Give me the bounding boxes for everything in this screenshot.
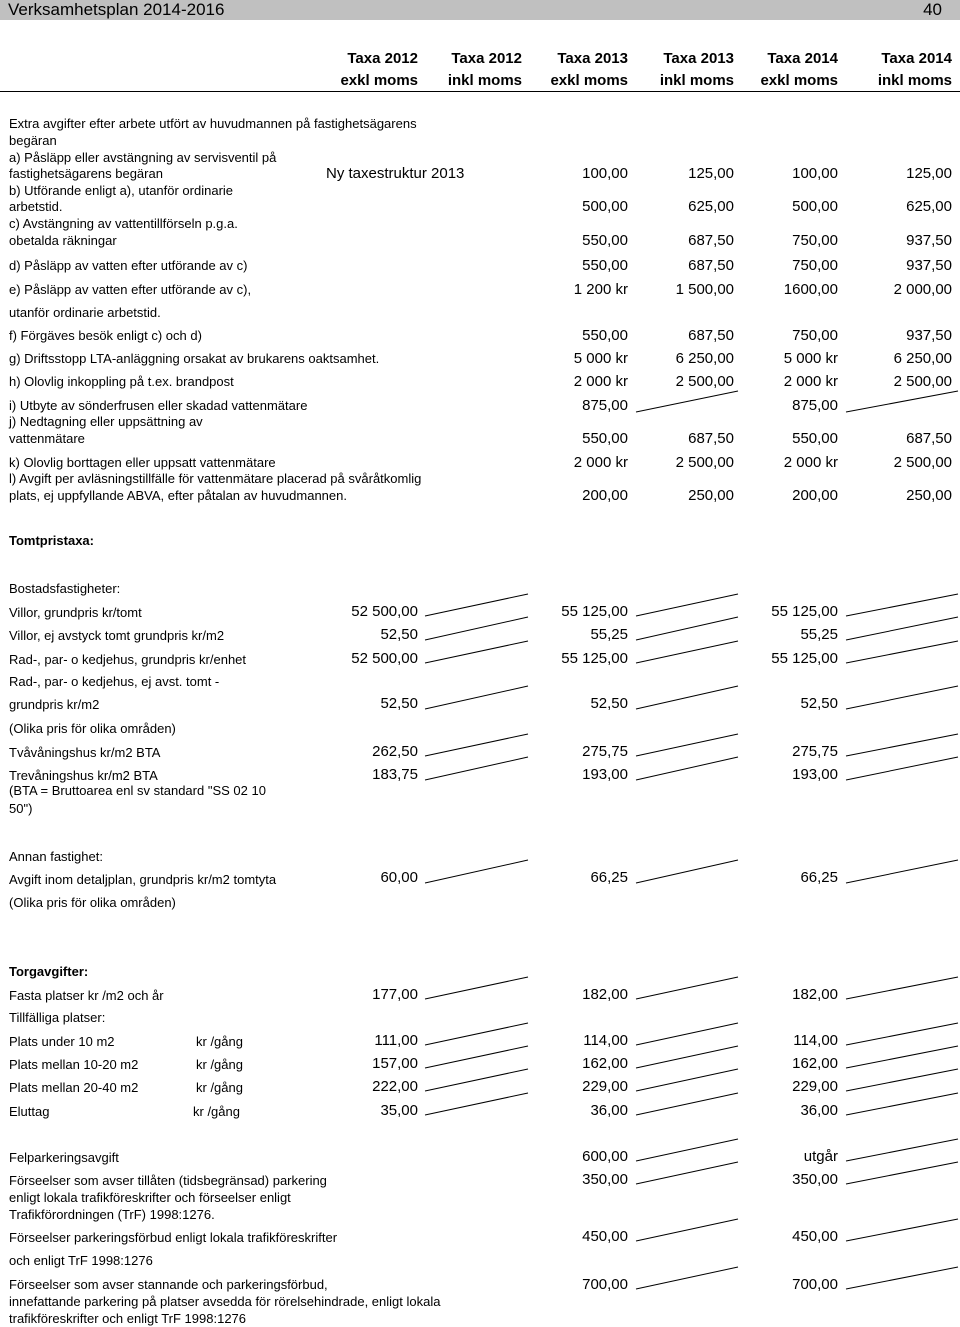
row-unit: kr /gång: [196, 1034, 243, 1049]
cell-value: 55 125,00: [561, 650, 628, 667]
cell-value: 55,25: [800, 626, 838, 643]
row-unit: kr /gång: [193, 1104, 240, 1119]
row-label: a) Påsläpp eller avstängning av servisventil på: [9, 150, 277, 165]
cell-value: 1 200 kr: [573, 281, 628, 298]
row-label: Plats under 10 m2: [9, 1034, 115, 1049]
cell-value: 500,00: [792, 198, 838, 215]
cell-value: 55 125,00: [561, 603, 628, 620]
section-heading: Felparkeringsavgift: [9, 1150, 119, 1165]
cell-value: 55 125,00: [771, 603, 838, 620]
cell-value: 500,00: [582, 198, 628, 215]
row-label: Förseelser som avser tillåten (tidsbegränsad) parkering: [9, 1173, 327, 1188]
row-label: l) Avgift per avläsningstillfälle för vattenmätare placerad på svåråtkomlig: [9, 471, 422, 486]
cell-value: 52,50: [380, 626, 418, 643]
cell-value: 157,00: [372, 1055, 418, 1072]
row-label: Förseelser parkeringsförbud enligt lokala trafikföreskrifter: [9, 1230, 338, 1245]
cell-value: 52,50: [590, 695, 628, 712]
cell-value: 114,00: [793, 1032, 838, 1049]
subsection-heading: Annan fastighet:: [9, 849, 103, 864]
row-label: arbetstid.: [9, 199, 63, 214]
column-header: Taxa 2012 exkl moms: [340, 50, 418, 89]
column-header: Taxa 2012 inkl moms: [447, 50, 522, 89]
cell-value: 1600,00: [783, 281, 838, 298]
section-heading: Tomtpristaxa:: [9, 533, 94, 548]
cell-value: 625,00: [906, 198, 952, 215]
row-label: h) Olovlig inkoppling på t.ex. brandpost: [9, 374, 234, 389]
cell-value: 550,00: [582, 257, 628, 274]
cell-value: 2 000 kr: [783, 373, 838, 390]
cell-value: 200,00: [792, 487, 838, 504]
row-label: och enligt TrF 1998:1276: [9, 1253, 153, 1268]
cell-value: 100,00: [582, 165, 628, 182]
cell-value: 125,00: [906, 165, 952, 182]
cell-value: 60,00: [380, 869, 418, 886]
cell-value: 550,00: [582, 232, 628, 249]
cell-value: 700,00: [792, 1276, 838, 1293]
cell-value: 52 500,00: [351, 650, 418, 667]
cell-value: 625,00: [688, 198, 734, 215]
cell-value: 2 500,00: [893, 454, 952, 471]
cell-value: 2 000 kr: [573, 373, 628, 390]
section-heading: Torgavgifter:: [9, 964, 89, 979]
cell-value: 182,00: [582, 986, 628, 1003]
cell-value: 162,00: [582, 1055, 628, 1072]
cell-value: 687,50: [906, 430, 952, 447]
cell-value: 100,00: [792, 165, 838, 182]
cell-value: 36,00: [590, 1102, 628, 1119]
cell-value: 450,00: [792, 1228, 838, 1245]
row-label: b) Utförande enligt a), utanför ordinarie: [9, 183, 234, 198]
row-label: innefattande parkering på platser avsedda för rörelsehindrade, enligt lokala: [9, 1294, 441, 1309]
row-label: vattenmätare: [9, 431, 85, 446]
cell-value: 937,50: [906, 232, 952, 249]
cell-value: 193,00: [792, 766, 838, 783]
cell-value: 5 000 kr: [783, 350, 838, 367]
row-note: 50"): [9, 801, 33, 816]
row-label: Trevåningshus kr/m2 BTA: [9, 768, 158, 783]
cell-value: 450,00: [582, 1228, 628, 1245]
cell-value: 550,00: [582, 430, 628, 447]
cell-value: 36,00: [800, 1102, 838, 1119]
cell-value: 114,00: [583, 1032, 628, 1049]
cell-value: 162,00: [792, 1055, 838, 1072]
cell-value: 182,00: [792, 986, 838, 1003]
cell-value: 550,00: [792, 430, 838, 447]
cell-value: 875,00: [582, 397, 628, 414]
cell-value: 600,00: [582, 1148, 628, 1165]
column-header: Taxa 2014 inkl moms: [877, 50, 952, 89]
row-label: Avgift inom detaljplan, grundpris kr/m2 tomtyta: [9, 872, 277, 887]
cell-value: 177,00: [372, 986, 418, 1003]
row-label: fastighetsägarens begäran: [9, 166, 163, 181]
row-note: (Olika pris för olika områden): [9, 721, 176, 736]
row-note: (BTA = Bruttoarea enl sv standard "SS 02 10: [9, 783, 266, 798]
cell-value: 125,00: [688, 165, 734, 182]
column-header: Taxa 2013 inkl moms: [659, 50, 734, 89]
cell-value: 275,75: [792, 743, 838, 760]
cell-value: 52,50: [800, 695, 838, 712]
cell-value: 750,00: [792, 327, 838, 344]
row-label: Plats mellan 10-20 m2: [9, 1057, 139, 1072]
cell-value: 2 000 kr: [783, 454, 838, 471]
cell-value: 262,50: [372, 743, 418, 760]
row-label: grundpris kr/m2: [9, 697, 100, 712]
cell-value: 35,00: [380, 1102, 418, 1119]
cell-value: 350,00: [792, 1171, 838, 1188]
row-label: c) Avstängning av vattentillförseln p.g.a.: [9, 216, 238, 231]
cell-value: utgår: [803, 1148, 838, 1165]
row-label: d) Påsläpp av vatten efter utförande av c): [9, 258, 248, 273]
cell-value: 687,50: [688, 430, 734, 447]
row-label: i) Utbyte av sönderfrusen eller skadad vattenmätare: [9, 398, 308, 413]
column-header: Taxa 2013 exkl moms: [550, 50, 628, 89]
row-label: Plats mellan 20-40 m2: [9, 1080, 139, 1095]
cell-value: 66,25: [800, 869, 838, 886]
cell-value: 52 500,00: [351, 603, 418, 620]
row-label: Rad-, par- o kedjehus, ej avst. tomt -: [9, 674, 220, 689]
row-note: Ny taxestruktur 2013: [326, 165, 465, 182]
row-label: Villor, ej avstyck tomt grundpris kr/m2: [9, 628, 225, 643]
cell-value: 5 000 kr: [573, 350, 628, 367]
row-label: Rad-, par- o kedjehus, grundpris kr/enhet: [9, 652, 247, 667]
cell-value: 52,50: [380, 695, 418, 712]
row-label: Fasta platser kr /m2 och år: [9, 988, 164, 1003]
cell-value: 2 000 kr: [573, 454, 628, 471]
row-unit: kr /gång: [196, 1080, 243, 1095]
row-label: obetalda räkningar: [9, 233, 117, 248]
document-title: Verksamhetsplan 2014-2016: [8, 0, 225, 19]
cell-value: 250,00: [906, 487, 952, 504]
row-label: plats, ej uppfyllande ABVA, efter påtalan av huvudmannen.: [9, 488, 347, 503]
row-label: g) Driftsstopp LTA-anläggning orsakat av brukarens oaktsamhet.: [9, 351, 380, 366]
row-label: Eluttag: [9, 1104, 50, 1119]
row-label: f) Förgäves besök enligt c) och d): [9, 328, 202, 343]
cell-value: 687,50: [688, 327, 734, 344]
row-label: e) Påsläpp av vatten efter utförande av c),: [9, 282, 252, 297]
cell-value: 66,25: [590, 869, 628, 886]
cell-value: 875,00: [792, 397, 838, 414]
row-unit: kr /gång: [196, 1057, 243, 1072]
row-label: k) Olovlig borttagen eller uppsatt vattenmätare: [9, 455, 276, 470]
cell-value: 183,75: [372, 766, 418, 783]
cell-value: 937,50: [906, 257, 952, 274]
cell-value: 750,00: [792, 257, 838, 274]
subsection-heading: Tillfälliga platser:: [9, 1010, 106, 1025]
row-label: trafikföreskrifter och enligt TrF 1998:1276: [9, 1311, 247, 1326]
row-label: Tvåvåningshus kr/m2 BTA: [9, 745, 161, 760]
cell-value: 200,00: [582, 487, 628, 504]
cell-value: 275,75: [582, 743, 628, 760]
page-number: 40: [923, 0, 942, 19]
cell-value: 229,00: [792, 1078, 838, 1095]
row-label: Villor, grundpris kr/tomt: [9, 605, 142, 620]
section-heading: Extra avgifter efter arbete utfört av huvudmannen på fastighetsägarens: [9, 116, 417, 131]
cell-value: 750,00: [792, 232, 838, 249]
cell-value: 111,00: [374, 1032, 418, 1049]
cell-value: 687,50: [688, 232, 734, 249]
cell-value: 2 000,00: [893, 281, 952, 298]
row-label: enligt lokala trafikföreskrifter och förseelser enligt: [9, 1190, 291, 1205]
cell-value: 937,50: [906, 327, 952, 344]
cell-value: 2 500,00: [675, 454, 734, 471]
cell-value: 193,00: [582, 766, 628, 783]
cell-value: 1 500,00: [675, 281, 734, 298]
cell-value: 55 125,00: [771, 650, 838, 667]
subsection-heading: Bostadsfastigheter:: [9, 581, 121, 596]
section-heading: begäran: [9, 133, 57, 148]
cell-value: 55,25: [590, 626, 628, 643]
cell-value: 550,00: [582, 327, 628, 344]
cell-value: 2 500,00: [893, 373, 952, 390]
cell-value: 350,00: [582, 1171, 628, 1188]
cell-value: 2 500,00: [675, 373, 734, 390]
cell-value: 6 250,00: [675, 350, 734, 367]
cell-value: 6 250,00: [893, 350, 952, 367]
row-note: (Olika pris för olika områden): [9, 895, 176, 910]
row-label: utanför ordinarie arbetstid.: [9, 305, 161, 320]
row-label: j) Nedtagning eller uppsättning av: [9, 414, 203, 429]
row-label: Förseelser som avser stannande och parkeringsförbud,: [9, 1277, 328, 1292]
row-label: Trafikförordningen (TrF) 1998:1276.: [9, 1207, 215, 1222]
cell-value: 700,00: [582, 1276, 628, 1293]
column-header: Taxa 2014 exkl moms: [760, 50, 838, 89]
cell-value: 222,00: [372, 1078, 418, 1095]
cell-value: 250,00: [688, 487, 734, 504]
cell-value: 687,50: [688, 257, 734, 274]
cell-value: 229,00: [582, 1078, 628, 1095]
